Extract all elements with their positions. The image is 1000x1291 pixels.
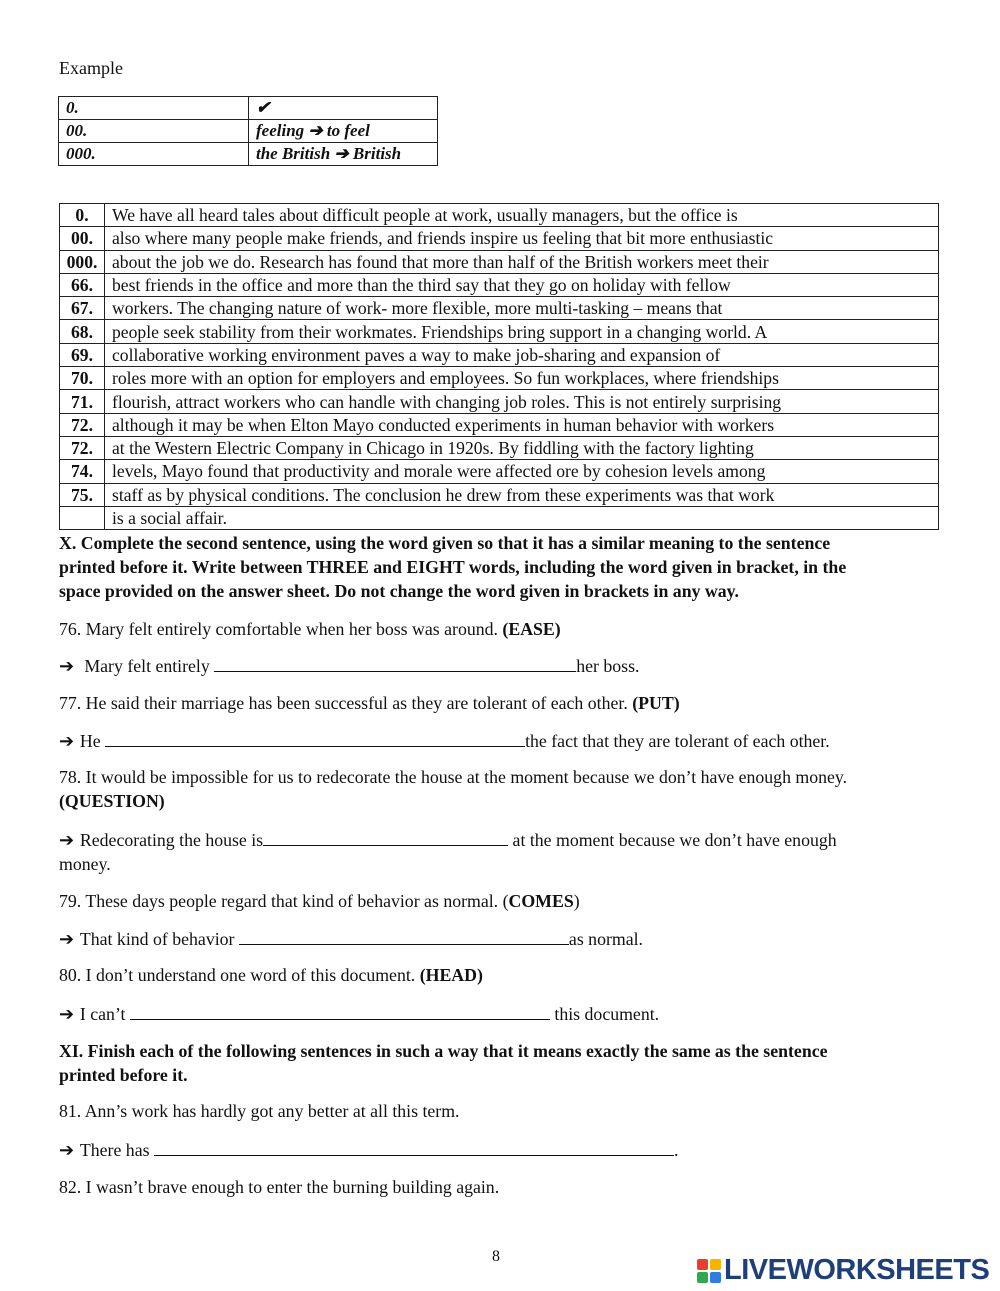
answer-blank-81[interactable] (154, 1137, 674, 1156)
line-number: 66. (60, 273, 105, 296)
table-row (60, 413, 939, 436)
table-row (60, 483, 939, 506)
question-78-answer: ➔ Redecorating the house is at the moment because we don’t have enough money. (59, 827, 939, 876)
passage-line: about the job we do. Research has found that more than half of the British workers meet their (105, 250, 939, 273)
table-row (60, 343, 939, 366)
arrow-icon: ➔ (59, 830, 74, 850)
passage-line: roles more with an option for employers and employees. So fun workplaces, where friendships (105, 367, 939, 390)
page-number: 8 (492, 1248, 500, 1265)
arrow-icon: ➔ (59, 1004, 74, 1024)
example-table (58, 96, 438, 166)
example-num: 0. (59, 97, 249, 120)
passage-line: workers. The changing nature of work- more flexible, more multi-tasking – means that (105, 297, 939, 320)
line-number: 74. (60, 460, 105, 483)
table-row (59, 120, 438, 143)
question-76-answer: ➔ Mary felt entirely her boss. (59, 653, 639, 678)
passage-line: best friends in the office and more than the third say that they go on holiday with fellow (105, 273, 939, 296)
section-xi-heading (59, 1039, 939, 1087)
question-81-prompt: 81. Ann’s work has hardly got any better at all this term. (59, 1101, 460, 1121)
line-number (60, 506, 105, 529)
line-number: 72. (60, 413, 105, 436)
passage-line: people seek stability from their workmates. Friendships bring support in a changing world. A (105, 320, 939, 343)
table-row (59, 97, 438, 120)
line-number: 68. (60, 320, 105, 343)
key-word: COMES (508, 891, 574, 911)
table-row (60, 460, 939, 483)
passage-line: although it may be when Elton Mayo conducted experiments in human behavior with workers (105, 413, 939, 436)
line-number: 71. (60, 390, 105, 413)
question-79-answer: ➔ That kind of behavior as normal. (59, 926, 643, 951)
table-row (60, 390, 939, 413)
heading-line: printed before it. Write between THREE and EIGHT words, including the word given in bracket, in the (59, 557, 847, 577)
passage-line: staff as by physical conditions. The conclusion he drew from these experiments was that work (105, 483, 939, 506)
section-x-heading (59, 531, 939, 603)
answer-blank-79[interactable] (239, 926, 569, 945)
liveworksheets-logo[interactable] (697, 1254, 989, 1287)
heading-line: X. Complete the second sentence, using the word given so that it has a similar meaning to the sentence (59, 533, 831, 553)
line-number: 75. (60, 483, 105, 506)
logo-block (710, 1272, 721, 1283)
passage-line: at the Western Electric Company in Chicago in 1920s. By fiddling with the factory lighting (105, 436, 939, 459)
question-80-answer: ➔ I can’t this document. (59, 1001, 659, 1026)
passage-table (59, 203, 939, 530)
arrow-icon: ➔ (59, 656, 74, 676)
heading-line: printed before it. (59, 1065, 188, 1085)
example-num: 000. (59, 143, 249, 166)
answer-blank-77[interactable] (105, 728, 525, 747)
logo-block (697, 1272, 708, 1283)
table-row (60, 297, 939, 320)
question-81-answer: ➔ There has . (59, 1137, 678, 1162)
question-82-prompt: 82. I wasn’t brave enough to enter the burning building again. (59, 1177, 500, 1197)
table-row (60, 204, 939, 227)
table-row (60, 506, 939, 529)
question-80-prompt: 80. I don’t understand one word of this document. (HEAD) (59, 965, 483, 985)
example-label: Example (59, 58, 123, 78)
example-num: 00. (59, 120, 249, 143)
heading-line: space provided on the answer sheet. Do not change the word given in brackets in any way. (59, 581, 740, 601)
passage-line: is a social affair. (105, 506, 939, 529)
key-word: (PUT) (632, 693, 680, 713)
key-word: (EASE) (502, 619, 561, 639)
passage-line: We have all heard tales about difficult people at work, usually managers, but the office is (105, 204, 939, 227)
arrow-icon: ➔ (59, 929, 74, 949)
table-row (60, 320, 939, 343)
arrow-icon: ➔ (59, 1140, 74, 1160)
key-word: (HEAD) (419, 965, 483, 985)
logo-block (710, 1259, 721, 1270)
answer-blank-78[interactable] (263, 827, 508, 846)
example-answer: ✔ (249, 97, 438, 120)
question-79-prompt: 79. These days people regard that kind of behavior as normal. (COMES) (59, 891, 580, 911)
answer-blank-80[interactable] (130, 1001, 550, 1020)
logo-block (697, 1259, 708, 1270)
table-row (60, 250, 939, 273)
table-row (59, 143, 438, 166)
line-number: 72. (60, 436, 105, 459)
logo-blocks-icon (697, 1259, 721, 1283)
line-number: 67. (60, 297, 105, 320)
table-row (60, 367, 939, 390)
question-77-prompt: 77. He said their marriage has been successful as they are tolerant of each other. (PUT) (59, 693, 680, 713)
table-row (60, 273, 939, 296)
line-number: 69. (60, 343, 105, 366)
passage-line: flourish, attract workers who can handle with changing job roles. This is not entirely surprising (105, 390, 939, 413)
passage-line: also where many people make friends, and friends inspire us feeling that bit more enthusiastic (105, 227, 939, 250)
example-answer: the British ➔ British (249, 143, 438, 166)
line-number: 00. (60, 227, 105, 250)
passage-line: collaborative working environment paves a way to make job-sharing and expansion of (105, 343, 939, 366)
answer-blank-76[interactable] (214, 653, 576, 672)
table-row (60, 227, 939, 250)
question-77-answer: ➔ He the fact that they are tolerant of each other. (59, 728, 830, 753)
question-76-prompt: 76. Mary felt entirely comfortable when her boss was around. (EASE) (59, 619, 561, 639)
brand-name: LIVEWORKSHEETS (724, 1254, 990, 1286)
passage-line: levels, Mayo found that productivity and morale were affected ore by cohesion levels among (105, 460, 939, 483)
heading-line: XI. Finish each of the following sentences in such a way that it means exactly the same as the sentence (59, 1041, 828, 1061)
example-answer: feeling ➔ to feel (249, 120, 438, 143)
key-word: (QUESTION) (59, 791, 165, 811)
table-row (60, 436, 939, 459)
line-number: 0. (60, 204, 105, 227)
line-number: 70. (60, 367, 105, 390)
line-number: 000. (60, 250, 105, 273)
arrow-icon: ➔ (59, 731, 74, 751)
question-78-prompt: 78. It would be impossible for us to redecorate the house at the moment because we don’t have enough money. (QUESTION) (59, 765, 939, 813)
